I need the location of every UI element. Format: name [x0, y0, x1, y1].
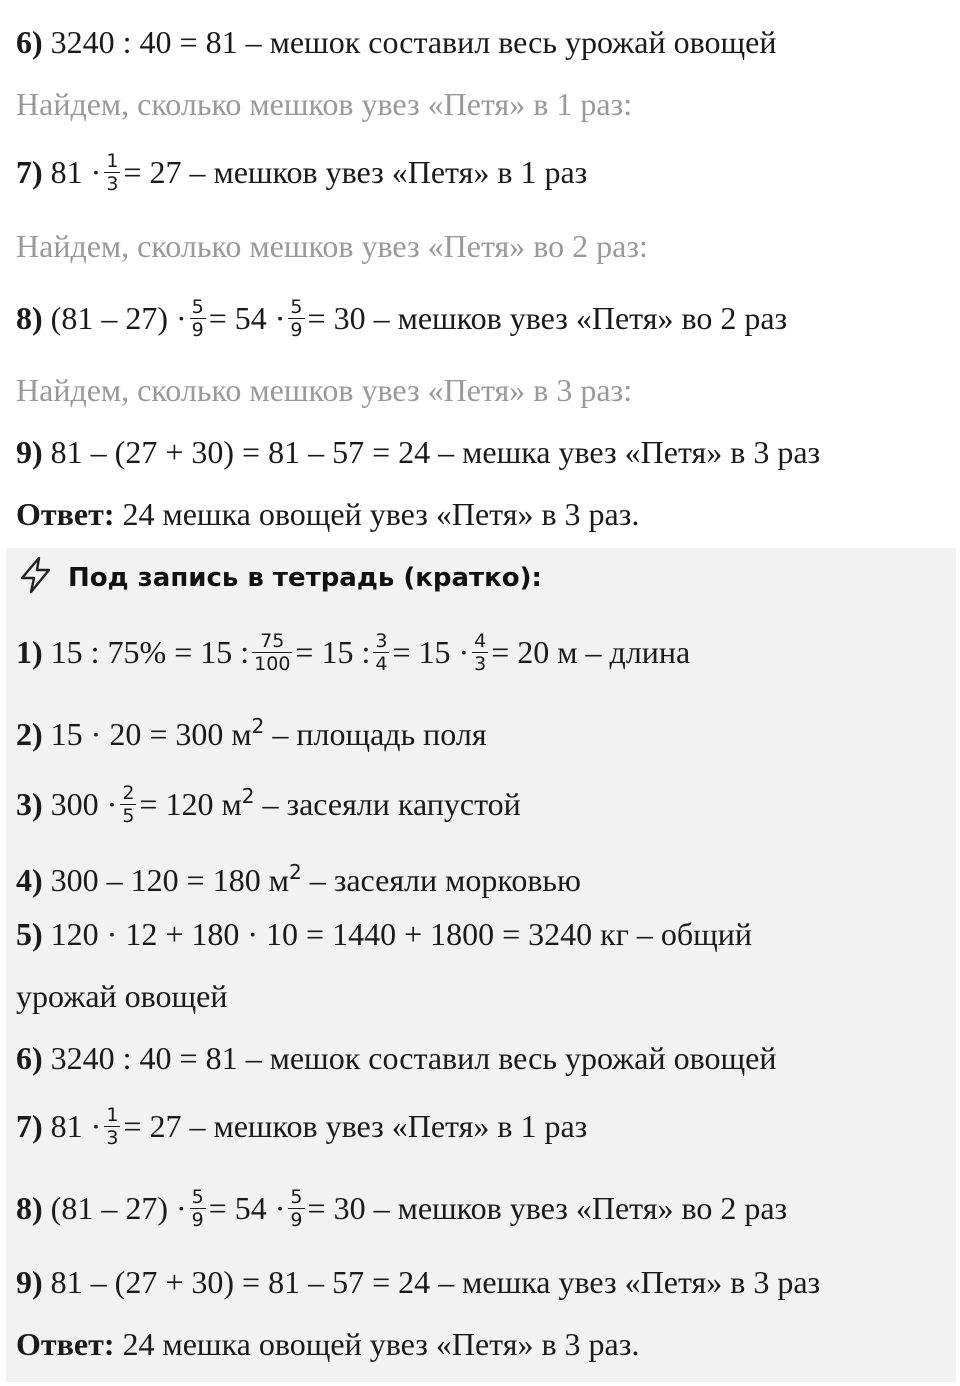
- numerator: 4: [474, 630, 487, 653]
- step-8: [16, 298, 787, 344]
- short-step-4: [16, 852, 581, 900]
- step-text: 120 · 12 + 180 · 10 = 1440 + 1800 = 3240 кг – общий: [50, 916, 752, 952]
- step-text: 300 – 120 = 180 м: [50, 862, 289, 898]
- step-number: 6): [16, 24, 43, 60]
- step-text: = 27 – мешков увез «Петя» в 1 раз: [123, 154, 588, 190]
- step-text: – площадь поля: [272, 716, 487, 752]
- fraction: [190, 296, 206, 341]
- short-step-2: [16, 706, 487, 754]
- short-summary-header: [16, 556, 542, 600]
- numerator: 5: [191, 1186, 204, 1209]
- fraction: [288, 1186, 304, 1231]
- step-text: = 30 – мешков увез «Петя» во 2 раз: [307, 1190, 788, 1226]
- denominator: 3: [106, 1127, 119, 1150]
- step-number: 7): [16, 154, 43, 190]
- step-text: 15 · 20 = 300 м: [50, 716, 252, 752]
- denominator: 9: [290, 319, 303, 342]
- step-text: = 30 – мешков увез «Петя» во 2 раз: [307, 300, 788, 336]
- answer-label: Ответ:: [16, 496, 115, 532]
- step-number: 9): [16, 434, 43, 470]
- superscript: 2: [251, 714, 265, 738]
- fraction: [190, 1186, 206, 1231]
- explanation-3: Найдем, сколько мешков увез «Петя» в 3 раз:: [16, 372, 633, 408]
- step-text: (81 – 27) ·: [50, 300, 187, 336]
- short-step-8: [16, 1188, 787, 1234]
- step-number: 8): [16, 300, 43, 336]
- step-text: = 27 – мешков увез «Петя» в 1 раз: [123, 1108, 588, 1144]
- step-7: [16, 152, 587, 198]
- step-text: – засеяли морковью: [309, 862, 581, 898]
- step-text: 300 ·: [50, 786, 118, 822]
- step-text: = 120 м: [139, 786, 242, 822]
- step-text: 3240 : 40 = 81 – мешок составил весь урожай овощей: [50, 24, 777, 60]
- step-number: 8): [16, 1190, 43, 1226]
- step-text: = 54 ·: [208, 300, 286, 336]
- short-step-3: [16, 776, 521, 830]
- step-text: (81 – 27) ·: [50, 1190, 187, 1226]
- numerator: 1: [106, 1104, 119, 1127]
- step-9: [16, 432, 820, 472]
- superscript: 2: [288, 860, 302, 884]
- answer-text: 24 мешка овощей увез «Петя» в 3 раз.: [122, 496, 640, 532]
- step-text: 81 ·: [50, 154, 102, 190]
- denominator: 9: [290, 1209, 303, 1232]
- short-step-1: [16, 632, 690, 678]
- numerator: 1: [106, 150, 119, 173]
- step-text: = 54 ·: [208, 1190, 286, 1226]
- short-step-5: [16, 914, 752, 954]
- fraction: [104, 150, 120, 195]
- header-title: Под запись в тетрадь (кратко):: [68, 563, 542, 593]
- step-number: 5): [16, 916, 43, 952]
- fraction: [252, 630, 292, 675]
- superscript: 2: [241, 784, 255, 808]
- lightning-icon: [16, 555, 68, 602]
- fraction: [373, 630, 389, 675]
- step-6: [16, 22, 776, 62]
- step-number: 6): [16, 1040, 43, 1076]
- step-text: 81 – (27 + 30) = 81 – 57 = 24 – мешка увез «Петя» в 3 раз: [50, 434, 821, 470]
- answer-text: 24 мешка овощей увез «Петя» в 3 раз.: [122, 1326, 640, 1362]
- short-answer: [16, 1324, 639, 1364]
- short-step-7: [16, 1106, 587, 1152]
- step-number: 2): [16, 716, 43, 752]
- step-text: = 15 ·: [392, 634, 470, 670]
- explanation-1: Найдем, сколько мешков увез «Петя» в 1 раз:: [16, 86, 633, 122]
- step-text: = 15 :: [295, 634, 371, 670]
- step-text: = 20 м – длина: [491, 634, 691, 670]
- fraction: [104, 1104, 120, 1149]
- denominator: 5: [122, 805, 135, 828]
- numerator: 75: [252, 630, 292, 653]
- step-text: 81 – (27 + 30) = 81 – 57 = 24 – мешка увез «Петя» в 3 раз: [50, 1264, 821, 1300]
- step-number: 3): [16, 786, 43, 822]
- explanation-2: Найдем, сколько мешков увез «Петя» во 2 раз:: [16, 228, 648, 264]
- numerator: 5: [290, 1186, 303, 1209]
- step-number: 1): [16, 634, 43, 670]
- step-text: 81 ·: [50, 1108, 102, 1144]
- denominator: 3: [474, 653, 487, 676]
- denominator: 3: [106, 173, 119, 196]
- numerator: 5: [290, 296, 303, 319]
- step-number: 7): [16, 1108, 43, 1144]
- step-text: 3240 : 40 = 81 – мешок составил весь урожай овощей: [50, 1040, 777, 1076]
- denominator: 9: [191, 1209, 204, 1232]
- denominator: 9: [191, 319, 204, 342]
- step-number: 4): [16, 862, 43, 898]
- answer-label: Ответ:: [16, 1326, 115, 1362]
- step-text: 15 : 75% = 15 :: [50, 634, 250, 670]
- denominator: 100: [254, 653, 291, 676]
- step-text: – засеяли капустой: [262, 786, 521, 822]
- answer: [16, 494, 639, 534]
- fraction: [288, 296, 304, 341]
- denominator: 4: [375, 653, 388, 676]
- short-step-5-continued: урожай овощей: [16, 978, 228, 1014]
- fraction: [472, 630, 488, 675]
- numerator: 2: [122, 782, 135, 805]
- short-step-6: [16, 1038, 776, 1078]
- step-number: 9): [16, 1264, 43, 1300]
- numerator: 5: [191, 296, 204, 319]
- short-step-9: [16, 1262, 820, 1302]
- fraction: [120, 782, 136, 827]
- numerator: 3: [375, 630, 388, 653]
